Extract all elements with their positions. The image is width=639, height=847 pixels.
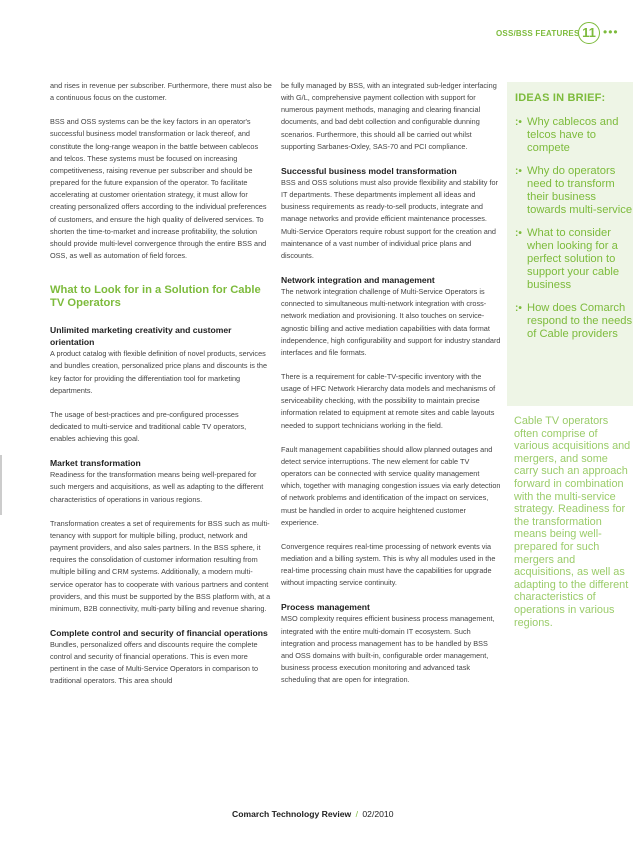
footer xyxy=(232,809,393,819)
paragraph: Readiness for the transformation means being well-prepared for such mergers and acquisitions, as well as adapting to the different characteristics of operations in various regions. xyxy=(50,470,264,504)
idea-text: Why do operators need to transform their business towards multi-service xyxy=(527,165,633,216)
bullet-icon: :• xyxy=(515,117,522,128)
section-label: OSS/BSS FEATURES xyxy=(496,29,580,38)
ideas-title: IDEAS IN BRIEF: xyxy=(515,92,606,104)
paragraph: Convergence requires real-time processing of network events via mediation and a billing system. This is why all modules used in the real-time processing chain must have the capabilities for upgrade without impacting service continuity. xyxy=(281,541,496,588)
bullet-icon: :• xyxy=(515,228,522,239)
idea-text: What to consider when looking for a perfect solution to support your cable business xyxy=(527,227,620,291)
paragraph: MSO complexity requires efficient business process management, integrated with the entire multi-domain IT ecosystem. Such integration and process management has to be handled by BSS and OSS domains with built-in, configurable order management, business process execution monitoring and advanced task scheduling that are open for integration. xyxy=(281,614,495,685)
subheading: Network integration and management xyxy=(281,275,435,286)
paragraph: There is a requirement for cable-TV-specific inventory with the usage of HFC Network Hierarchy data models and mechanisms of serviceability checking, with the possibility to maintain precise information related to equipment at remote sites and cable layouts needed to support technicians working in the field. xyxy=(281,371,496,430)
edge-marker xyxy=(0,455,2,515)
subheading: Successful business model transformation xyxy=(281,165,457,176)
page-dots: ••• xyxy=(603,25,619,39)
subheading: Unlimited marketing creativity and customer orientation xyxy=(50,325,232,348)
idea-item xyxy=(515,116,633,155)
paragraph: be fully managed by BSS, with an integrated sub-ledger interfacing with G/L, comprehensive payment collection with support for numerous payment methods, managing and clearing financial documents, and bad debt collection and configurable dunning scenarios. Furthermore, this should all be carried out whilst supporting Sarbanes-Oxley, SAS-70 and PCI compliance. xyxy=(281,81,497,151)
paragraph: The network integration challenge of Multi-Service Operators is connected to simultaneous multi-network integration with cross-network mediation and provisioning. It also touches on service-agnostic billing and active mediation capabilities with data format independence, high configurability and support for industry standard interfaces and file formats. xyxy=(281,287,501,357)
bullet-icon: :• xyxy=(515,166,522,177)
idea-item xyxy=(515,165,633,217)
subheading: Process management xyxy=(281,602,370,613)
paragraph: A product catalog with flexible definition of novel products, services and bundles creation, personalized price plans and discounts is the key factor for providing the differentiation tool for marketing departments. xyxy=(50,349,268,395)
subheading: Market transformation xyxy=(50,458,141,469)
paragraph: BSS and OSS solutions must also provide flexibility and stability for IT departments. These departments implement all ideas and business requirements as ready-to-sell products, integrate and manage networks and provide efficient maintenance processes. Multi-Service Operators require robust support for the creation and maintenance of a vast number of individual price plans and discounts. xyxy=(281,177,498,260)
idea-item xyxy=(515,227,633,292)
bullet-icon: :• xyxy=(515,303,522,314)
idea-text: How does Comarch respond to the needs of Cable providers xyxy=(527,302,633,340)
paragraph: Bundles, personalized offers and discounts require the complete control and security of financial operations. This is even more pertinent in the case of Multi-Service Operators in comparison to traditional operators. This area should xyxy=(50,640,259,686)
column-left xyxy=(50,80,272,700)
idea-item xyxy=(515,302,633,341)
section-heading: What to Look for in a Solution for Cable TV Operators xyxy=(50,284,261,310)
paragraph: and rises in revenue per subscriber. Furthermore, there must also be a continuous focus on the customer. xyxy=(50,81,272,103)
footer-brand: Comarch Technology Review xyxy=(232,809,352,819)
paragraph: BSS and OSS systems can be the key factors in an operator's successful business model transformation or lack thereof, and constitute the long-range weapon in the battle between cablecos and telcos. These systems must be focused on increasing competitiveness, raising revenue per subscriber and should be prepared for the future expansion of the operator. To facilitate accelerating at customer orientation strategy, it must allow for creating personalized offers according to the individual preferences of customers, and ensure the high quality of delivered services. To shorten the time-to-market and increase profitability, the solution should provide multi-level convergence through the entire BSS and OSS, as well as automation of field forces. xyxy=(50,117,267,261)
column-middle xyxy=(281,80,501,698)
footer-slash: / xyxy=(355,809,359,819)
paragraph: Transformation creates a set of requirements for BSS such as multi-tenancy with support for multiple billing, product, network and payment providers, and also sales partners. In the BSS sphere, it requires the consolidation of customer information resulting from multiple billing and CRM systems. Additionally, a modern multi-service operator has to cooperate with various partners and content providers, and this must be supported by the BSS platform with, at a minimum, B2B connectivity, multi-party billing and revenue sharing. xyxy=(50,518,271,613)
paragraph: Fault management capabilities should allow planned outages and detect service interruptions. The new element for cable TV operators can be connected with service quality management which, together with managing congestion issues via early detection of network problems and identification of the impact on services, must be handled in order to acquire heightened customer experience. xyxy=(281,444,501,527)
pull-quote: Cable TV operators often comprise of various acquisitions and mergers, and some carry such an approach forward in combination with the multi-service strategy. Readiness for the transformation means being well-prepared for such mergers and acquisitions, as well as adapting to the different characteristics of operations in various regions. xyxy=(514,415,631,629)
page-number: 11 xyxy=(578,22,600,44)
idea-text: Why cablecos and telcos have to compete xyxy=(527,116,619,154)
paragraph: The usage of best-practices and pre-configured processes dedicated to multi-service and traditional cable TV operators, enables achieving this goal. xyxy=(50,409,247,444)
ideas-in-brief-box xyxy=(507,82,633,406)
footer-issue: 02/2010 xyxy=(362,809,394,819)
subheading: Complete control and security of financial operations xyxy=(50,628,268,638)
